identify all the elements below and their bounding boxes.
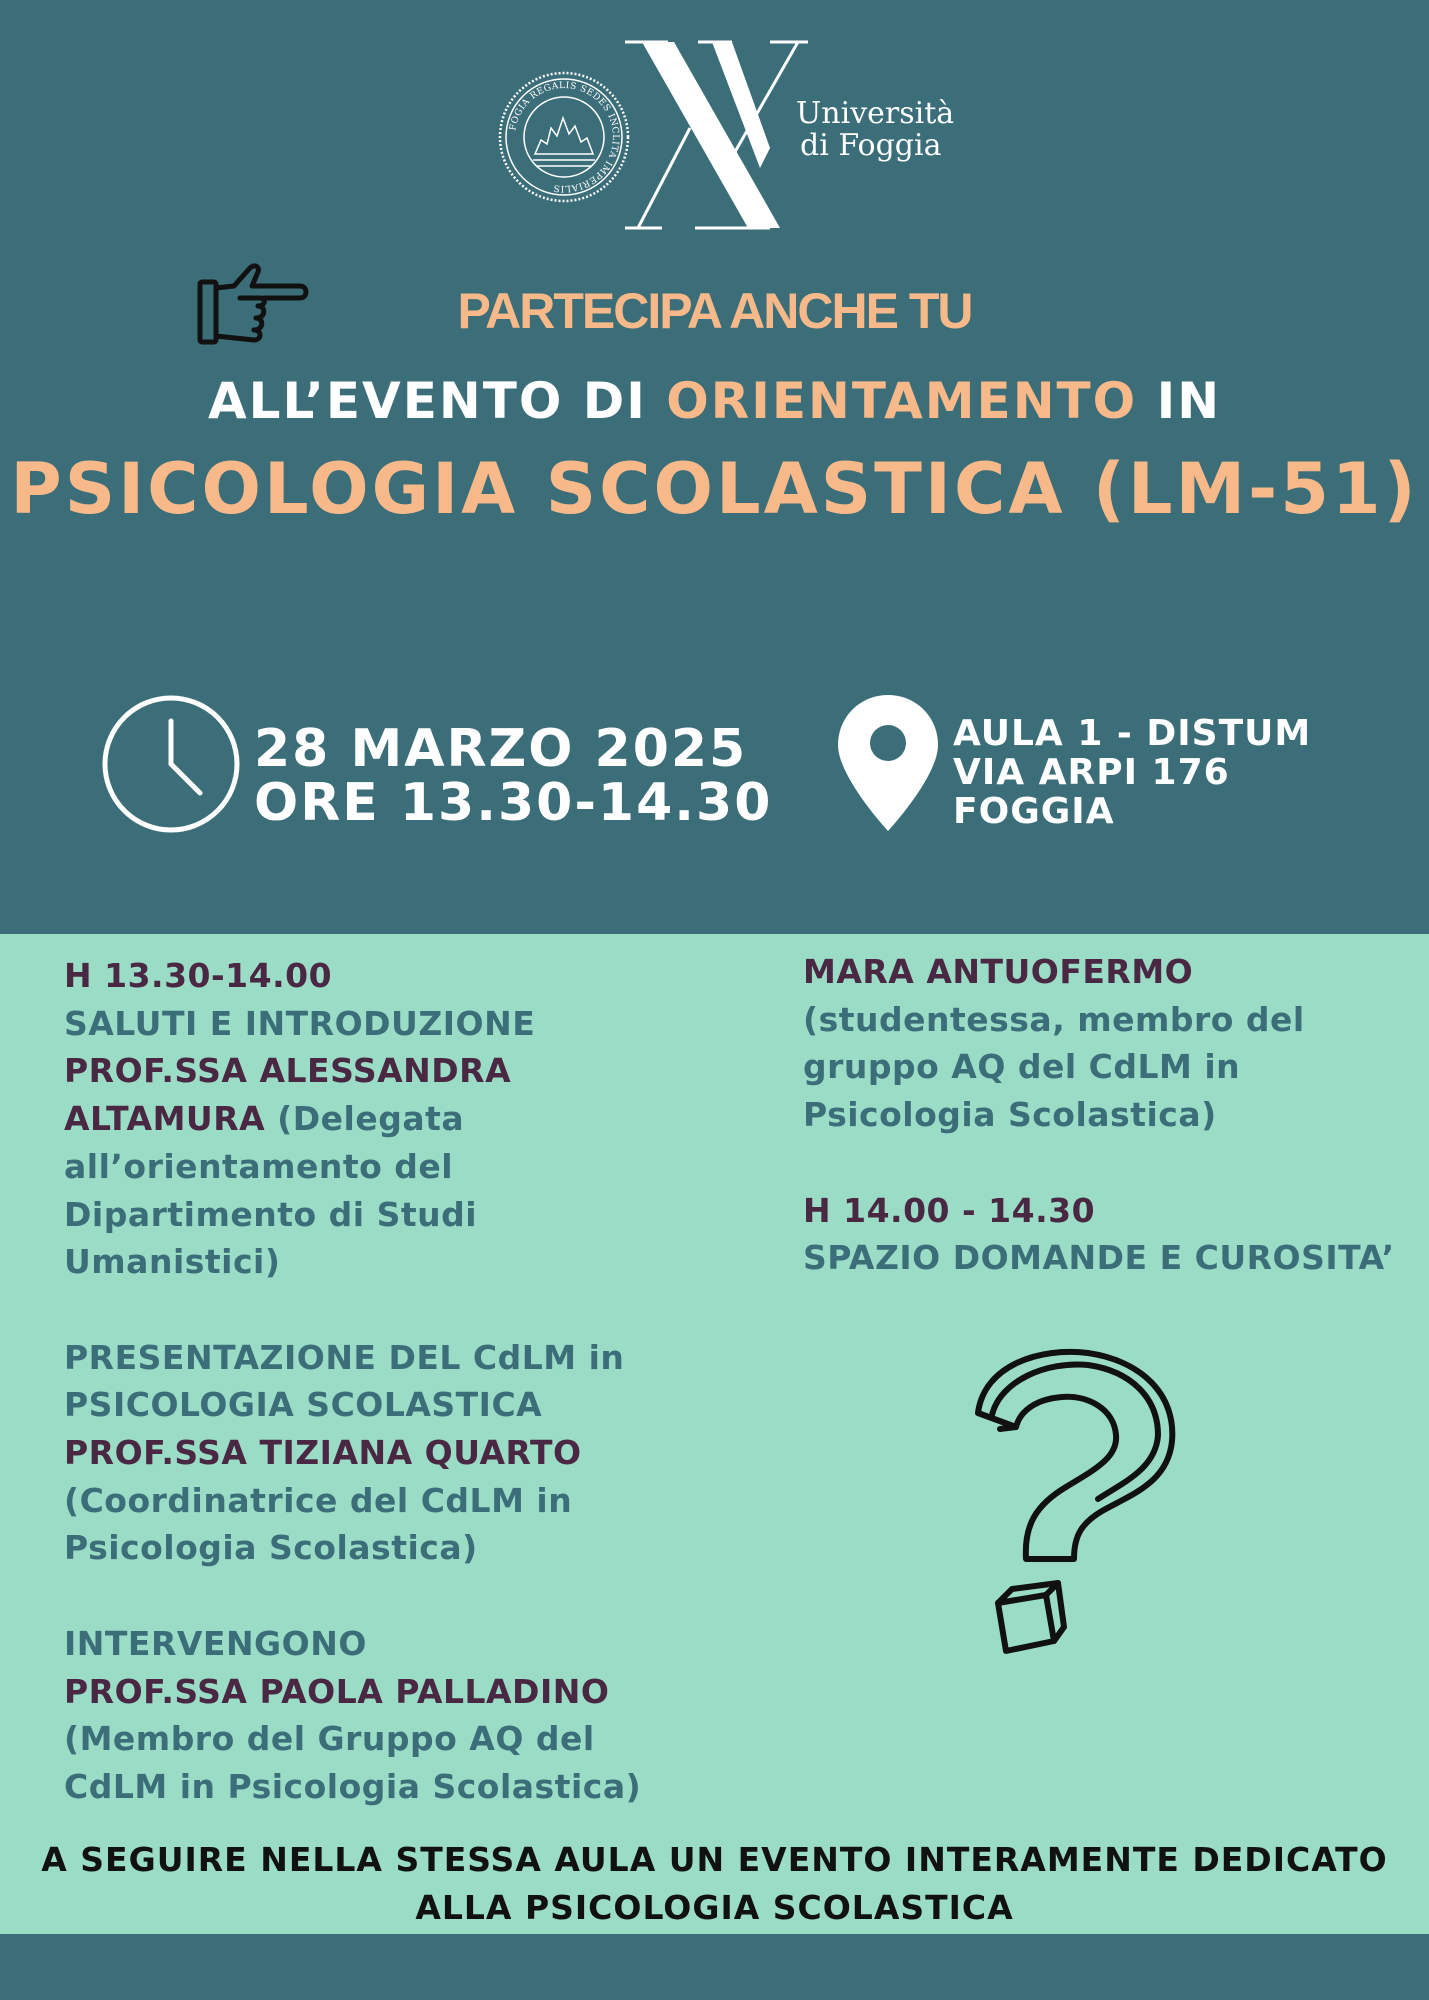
location-line2: VIA ARPI 176: [953, 752, 1230, 793]
slot2-title: SPAZIO DOMANDE E CUROSITA’: [803, 1238, 1395, 1278]
course-title: PSICOLOGIA SCOLASTICA (LM-51): [10, 448, 1419, 530]
university-name: [796, 98, 954, 162]
event-date: 28 MARZO 2025: [254, 719, 748, 779]
location-line3: FOGGIA: [953, 791, 1115, 832]
speaker4-role3: Psicologia Scolastica): [803, 1095, 1217, 1135]
presentation-line1: PRESENTAZIONE DEL CdLM in: [64, 1337, 625, 1377]
university-seal-logo: [497, 70, 631, 204]
speaker1-role4: Umanistici): [64, 1242, 281, 1282]
clock-icon: [100, 693, 242, 835]
speaker1-role2: all’orientamento del: [64, 1146, 454, 1186]
program-left-column: [64, 952, 764, 1811]
presentation-line2: PSICOLOGIA SCOLASTICA: [64, 1385, 543, 1425]
speaker4-role2: gruppo AQ del CdLM in: [803, 1047, 1241, 1087]
event-headline: [0, 372, 1429, 430]
event-time: ORE 13.30-14.30: [254, 773, 773, 833]
speaker2-role2: Psicologia Scolastica): [64, 1528, 478, 1568]
location-pin-icon: [836, 693, 940, 833]
speaker3-role2: CdLM in Psicologia Scolastica): [64, 1766, 642, 1806]
speaker1-name-line2: [64, 1095, 764, 1143]
speaker1-surname: ALTAMURA: [64, 1099, 266, 1139]
event-location: [953, 714, 1311, 831]
speaker1-role-inline: (Delegata: [265, 1099, 465, 1139]
university-x-logo: [620, 38, 810, 233]
speaker1-name-line1: PROF.SSA ALESSANDRA: [64, 1051, 512, 1091]
speaker4-role1: (studentessa, membro del: [803, 999, 1305, 1039]
event-datetime: [254, 719, 773, 833]
slot1-time: H 13.30-14.00: [64, 956, 333, 995]
svg-text:FOGIA REGALIS SEDES INCLITA IM: FOGIA REGALIS SEDES INCLITA IMPERIALIS: [508, 80, 621, 194]
footer-band: [0, 1934, 1429, 2000]
university-name-line1: Università: [796, 96, 955, 131]
follow-up-note-line2: ALLA PSICOLOGIA SCOLASTICA: [415, 1888, 1014, 1927]
speaker2-name: PROF.SSA TIZIANA QUARTO: [64, 1433, 582, 1473]
speaker3-role1: (Membro del Gruppo AQ del: [64, 1719, 595, 1759]
follow-up-note: [0, 1836, 1429, 1932]
speaker4-name: MARA ANTUOFERMO: [803, 952, 1194, 991]
slot1-title: SALUTI E INTRODUZIONE: [64, 1003, 536, 1043]
question-mark-icon: [970, 1345, 1180, 1660]
location-line1: AULA 1 - DISTUM: [953, 713, 1312, 754]
program-right-column: [803, 948, 1423, 1282]
speaker1-role3: Dipartimento di Studi: [64, 1194, 478, 1234]
spacer: [64, 1286, 764, 1334]
follow-up-note-line1: A SEGUIRE NELLA STESSA AULA UN EVENTO INTERAMENTE DEDICATO: [41, 1840, 1388, 1879]
event-suffix: IN: [1156, 372, 1222, 430]
event-prefix: ALL’EVENTO DI: [207, 372, 647, 430]
spacer: [64, 1572, 764, 1620]
speaker3-name: PROF.SSA PAOLA PALLADINO: [64, 1671, 610, 1711]
university-name-line2: di Foggia: [800, 128, 942, 163]
slot2-time: H 14.00 - 14.30: [803, 1190, 1096, 1230]
intervengono-label: INTERVENGONO: [64, 1623, 367, 1663]
spacer: [803, 1139, 1423, 1187]
event-highlight: ORIENTAMENTO: [666, 372, 1138, 430]
partecipa-headline: PARTECIPA ANCHE TU: [457, 283, 972, 339]
speaker2-role1: (Coordinatrice del CdLM in: [64, 1480, 573, 1520]
